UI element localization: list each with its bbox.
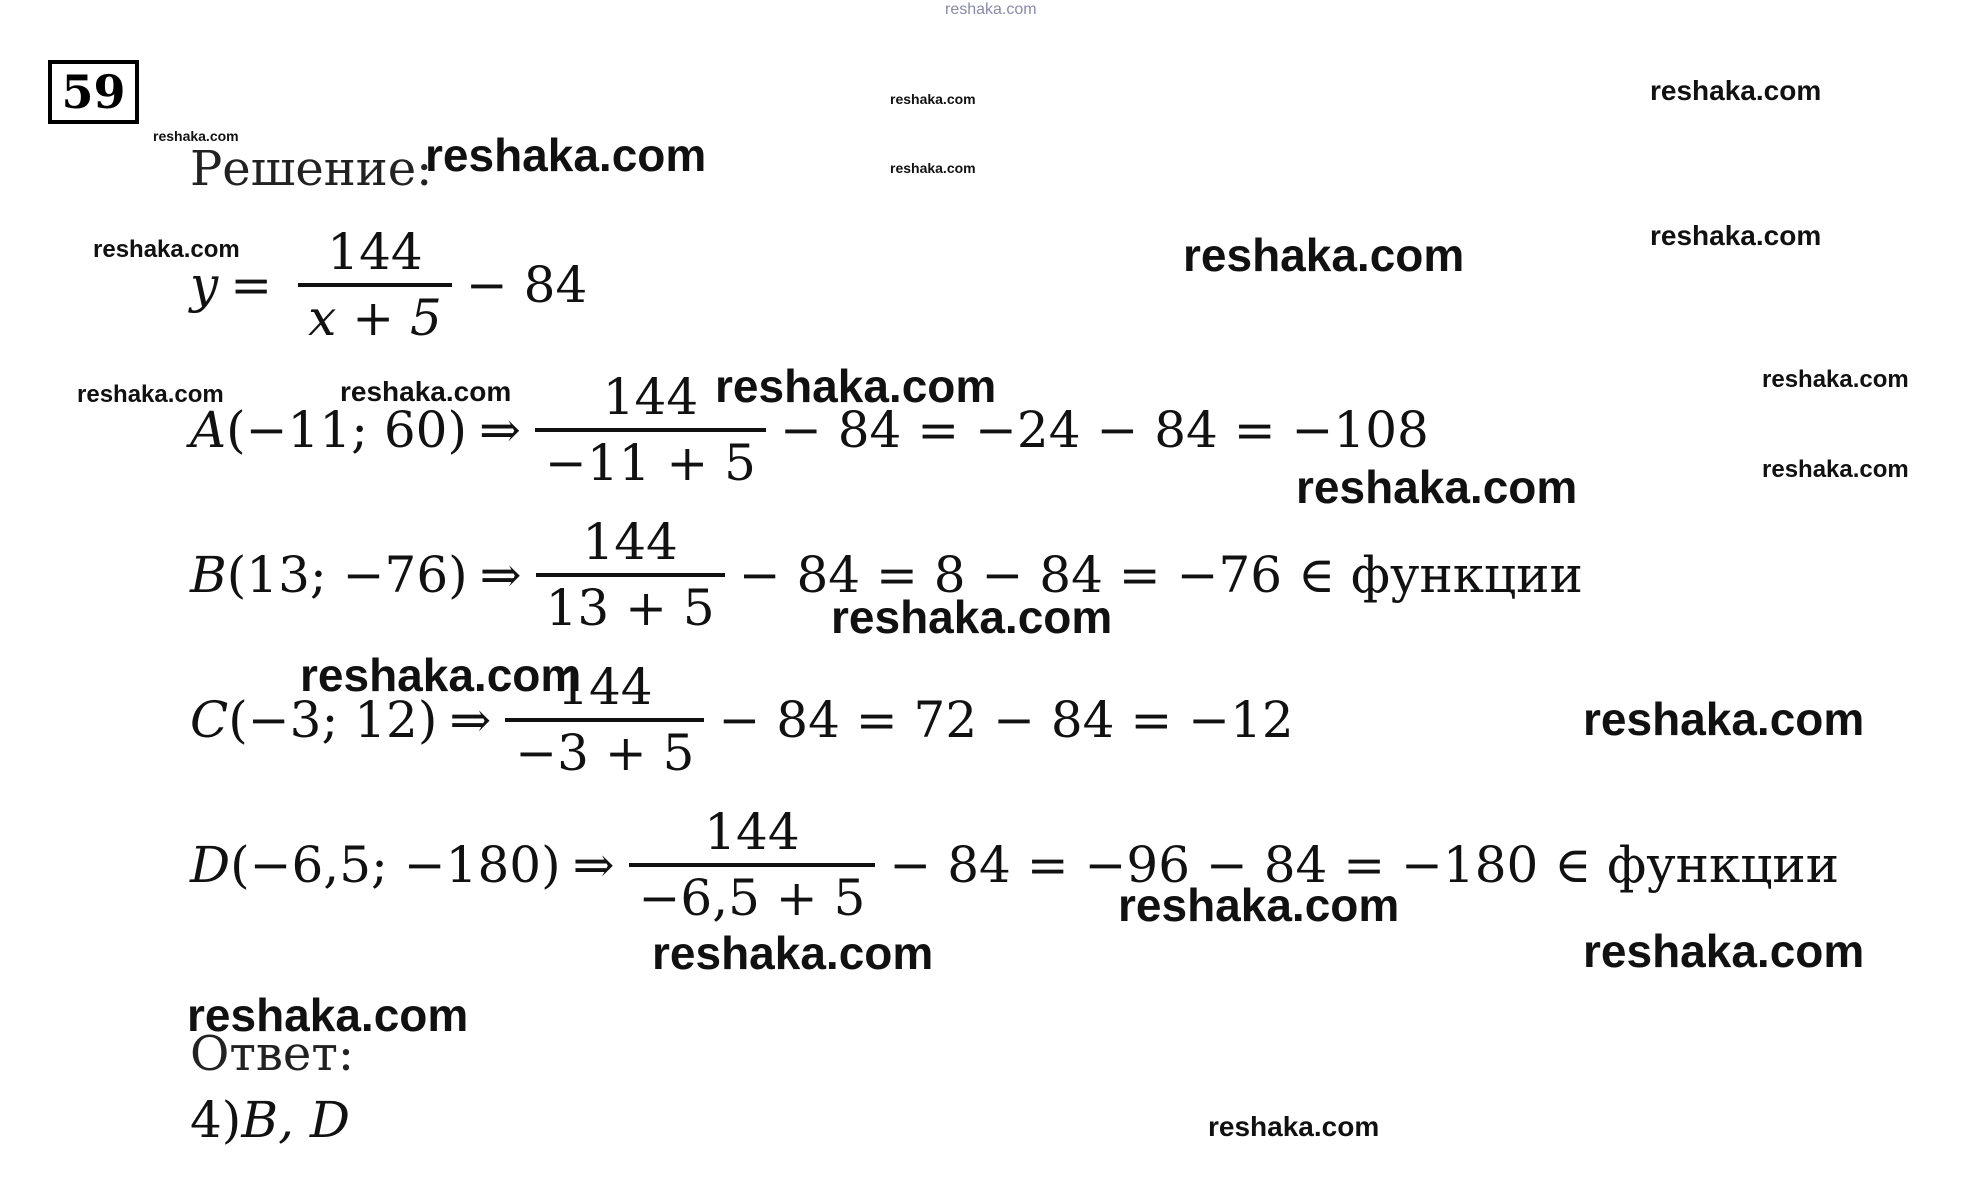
fraction-denominator: −11 + 5 [544, 434, 756, 492]
answer-heading: Ответ: [190, 1026, 355, 1082]
point-coords: (−11; 60) [226, 401, 468, 459]
point-label: C [190, 691, 229, 749]
fraction [629, 803, 876, 927]
point-coords: (−3; 12) [228, 691, 438, 749]
row-result: − 84 = −96 − 84 = −180 ∈ функции [889, 836, 1840, 894]
fraction-numerator: 144 [602, 368, 699, 426]
watermark: reshaka.com [187, 989, 469, 1041]
fraction-denominator: x + 5 [308, 289, 442, 347]
point-coords: (13; −76) [226, 546, 468, 604]
implies-arrow: ⇒ [572, 836, 615, 894]
implies-arrow: ⇒ [449, 691, 492, 749]
row-result: − 84 = −24 − 84 = −108 [779, 401, 1429, 459]
implies-arrow: ⇒ [479, 401, 521, 459]
function-lhs: y [190, 256, 219, 314]
fraction-denominator: 13 + 5 [545, 579, 715, 637]
watermark: reshaka.com [1183, 229, 1465, 281]
watermark: reshaka.com [890, 91, 976, 107]
problem-number: 59 [61, 65, 126, 119]
watermark: reshaka.com [1208, 1111, 1380, 1142]
function-definition [190, 225, 587, 345]
fraction-denominator: −6,5 + 5 [638, 869, 866, 927]
watermark: reshaka.com [652, 927, 934, 979]
watermark: reshaka.com [1762, 456, 1909, 483]
fraction [298, 223, 452, 347]
point-check-row-d [190, 805, 1839, 925]
watermark: reshaka.com [831, 591, 1113, 643]
watermark: reshaka.com [1650, 220, 1822, 251]
fraction-numerator: 144 [557, 658, 653, 716]
watermark: reshaka.com [425, 129, 707, 181]
watermark: reshaka.com [715, 360, 997, 412]
row-result: − 84 = 72 − 84 = −12 [718, 691, 1294, 749]
fraction-denominator: −3 + 5 [515, 724, 695, 782]
fraction-numerator: 144 [582, 513, 678, 571]
fraction-numerator: 144 [704, 803, 800, 861]
implies-arrow: ⇒ [479, 546, 522, 604]
watermark: reshaka.com [153, 128, 239, 144]
watermark: reshaka.com [1583, 925, 1865, 977]
watermark: reshaka.com [93, 236, 240, 263]
point-coords: (−6,5; −180) [230, 836, 561, 894]
point-label: D [190, 836, 231, 894]
fraction [536, 513, 725, 637]
function-tail: − 84 [465, 256, 588, 314]
watermark: reshaka.com [1296, 461, 1578, 513]
equals-sign: = [230, 256, 273, 314]
fraction-numerator: 144 [327, 223, 423, 281]
solution-heading: Решение: [190, 141, 433, 197]
watermark: reshaka.com [340, 376, 512, 407]
watermark: reshaka.com [1762, 366, 1909, 393]
watermark: reshaka.com [77, 381, 224, 408]
watermark: reshaka.com [300, 649, 582, 701]
point-label: B [190, 546, 227, 604]
watermark: reshaka.com [1650, 75, 1822, 106]
point-label: A [190, 401, 227, 459]
answer-prefix: 4) [190, 1091, 242, 1149]
problem-number-box [48, 60, 139, 124]
answer-points: B, D [241, 1091, 350, 1149]
watermark: reshaka.com [1583, 693, 1865, 745]
answer-value [190, 1091, 350, 1149]
row-result: − 84 = 8 − 84 = −76 ∈ функции [738, 546, 1583, 604]
watermark: reshaka.com [1118, 879, 1400, 931]
watermark: reshaka.com [890, 160, 976, 176]
watermark: reshaka.com [945, 1, 1037, 18]
